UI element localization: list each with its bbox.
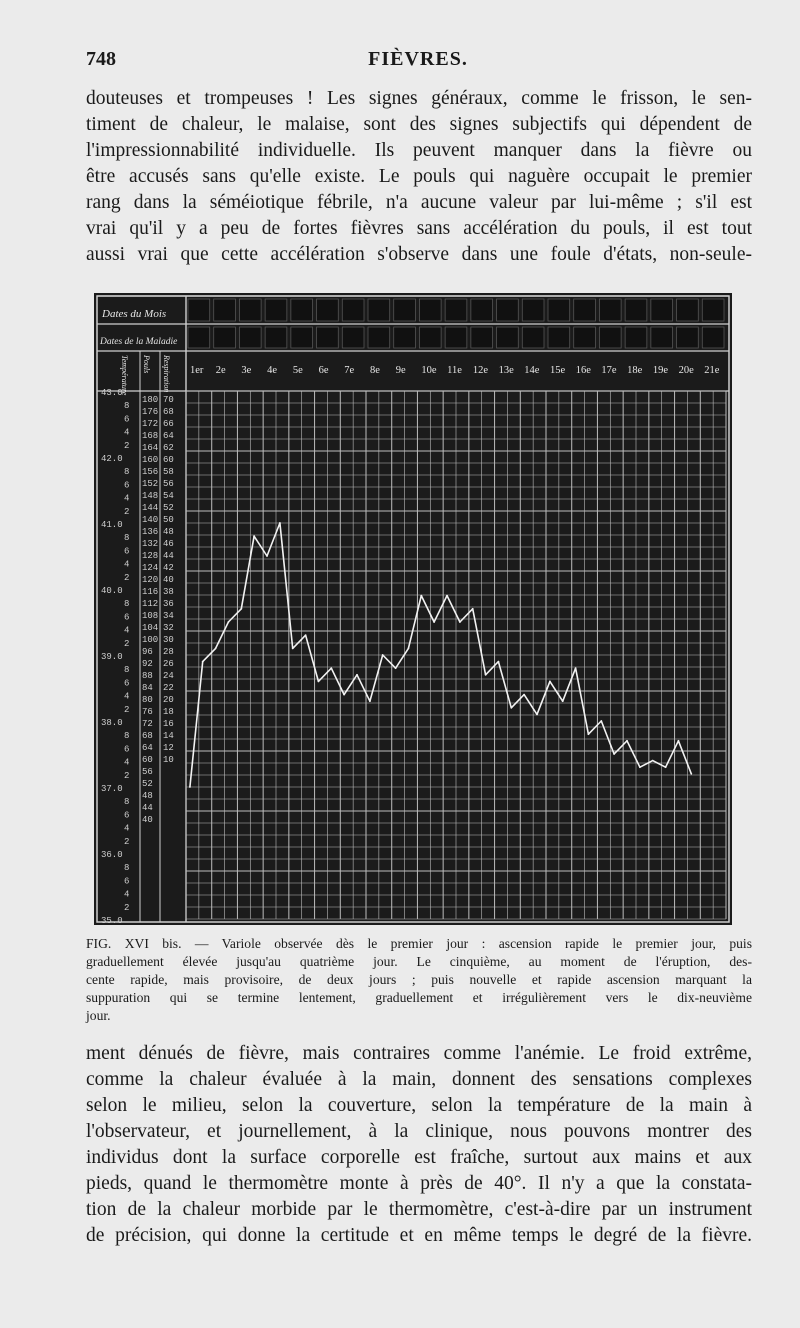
pulse-tick-label: 156 [142,467,159,477]
temperature-tick-label: 8 [124,665,130,676]
text-line: selon le milieu, selon la couverture, selon la température de la main à [86,1095,752,1116]
respiration-tick-label: 66 [163,419,174,429]
respiration-tick-label: 58 [163,467,174,477]
text-line: douteuses et trompeuses ! Les signes généraux, comme le frisson, le sen- [86,88,752,109]
text-line: comme la chaleur évaluée à la main, donnent des sensations complexes [86,1069,752,1090]
pulse-tick-label: 140 [142,515,159,525]
x-tick-label: 15e [550,365,566,376]
respiration-tick-label: 10 [163,755,174,765]
temperature-point [215,648,217,650]
text-line: tion de la chaleur morbide par le thermomètre, c'est-à-dire par un instrument [86,1199,752,1220]
pulse-tick-label: 56 [142,767,153,777]
temperature-point [330,667,332,669]
temperature-tick-label: 8 [124,533,130,544]
temperature-point [189,786,191,788]
pulse-tick-label: 60 [142,755,153,765]
text-line: l'impressionnabilité individuelle. Ils peuvent manquer dans la fièvre ou [86,140,752,161]
temperature-tick-label: 35.0 [101,916,123,925]
respiration-tick-label: 18 [163,707,174,717]
temperature-point [433,621,435,623]
temperature-tick-label: 8 [124,467,130,478]
temperature-point [343,694,345,696]
temperature-tick-label: 6 [124,414,130,425]
pulse-tick-label: 144 [142,503,159,513]
respiration-tick-label: 68 [163,407,174,417]
text-line: être accusés sans qu'elle existe. Le pouls qui naguère occupait le premier [86,166,752,187]
temperature-point [678,740,680,742]
pulse-tick-label: 88 [142,671,153,681]
pulse-tick-label: 108 [142,611,159,621]
temperature-point [600,720,602,722]
temperature-tick-label: 4 [124,493,130,504]
x-tick-label: 13e [498,365,514,376]
pulse-tick-label: 44 [142,803,153,813]
respiration-tick-label: 14 [163,731,174,741]
respiration-tick-label: 62 [163,443,174,453]
respiration-tick-label: 30 [163,635,174,645]
temperature-point [459,621,461,623]
running-title: FIÈVRES. [368,48,468,70]
pulse-tick-label: 96 [142,647,153,657]
x-tick-label: 8e [370,365,380,376]
figure-caption [86,935,752,1025]
pulse-tick-label: 40 [142,815,153,825]
pulse-tick-label: 48 [142,791,153,801]
x-tick-label: 16e [575,365,591,376]
pulse-tick-label: 52 [142,779,153,789]
respiration-tick-label: 64 [163,431,174,441]
pulse-tick-label: 68 [142,731,153,741]
temperature-tick-label: 8 [124,731,130,742]
temperature-tick-label: 6 [124,678,130,689]
x-tick-label: 4e [267,365,278,376]
x-tick-label: 20e [678,365,694,376]
respiration-tick-label: 22 [163,683,174,693]
fever-chart-figure [94,293,732,925]
temperature-tick-label: 6 [124,810,130,821]
respiration-tick-label: 34 [163,611,174,621]
pulse-tick-label: 72 [142,719,153,729]
pulse-tick-label: 124 [142,563,159,573]
pulse-tick-label: 148 [142,491,159,501]
temperature-point [408,648,410,650]
temperature-point [446,595,448,597]
header-days-label: Dates de la Maladie [100,337,178,347]
respiration-tick-label: 70 [163,395,174,405]
temperature-point [356,674,358,676]
pulse-tick-label: 100 [142,635,159,645]
temperature-tick-label: 38.0 [101,718,123,728]
pulse-tick-label: 132 [142,539,159,549]
respiration-tick-label: 40 [163,575,174,585]
pulse-tick-label: 104 [142,623,159,633]
temperature-point [369,700,371,702]
pulse-tick-label: 152 [142,479,159,489]
pulse-tick-label: 84 [142,683,153,693]
x-tick-label: 9e [395,365,406,376]
caption-line: cente rapide, mais provisoire, de deux jours ; puis nouvelle et rapide ascension marquant la [86,972,752,987]
pulse-tick-label: 172 [142,419,159,429]
respiration-tick-label: 56 [163,479,174,489]
respiration-tick-label: 12 [163,743,174,753]
respiration-tick-label: 24 [163,671,174,681]
respiration-tick-label: 60 [163,455,174,465]
temperature-tick-label: 41.0 [101,520,123,530]
temperature-tick-label: 36.0 [101,850,123,860]
pulse-tick-label: 128 [142,551,159,561]
temperature-tick-label: 6 [124,480,130,491]
pulse-tick-label: 76 [142,707,153,717]
x-tick-label: 7e [344,365,355,376]
temperature-tick-label: 4 [124,757,130,768]
pulse-tick-label: 120 [142,575,159,585]
temperature-point [420,595,422,597]
temperature-tick-label: 4 [124,823,130,834]
temperature-point [549,681,551,683]
respiration-tick-label: 50 [163,515,174,525]
temperature-point [562,700,564,702]
temperature-point [613,753,615,755]
temperature-tick-label: 8 [124,599,130,610]
text-line: de précision, qui donne la certitude et en même temps le degré de la fièvre. [86,1225,752,1246]
respiration-tick-label: 26 [163,659,174,669]
caption-line: graduellement élevée jusqu'au quatrième jour. Le cinquième, au moment de l'éruption, des- [86,954,752,969]
temperature-tick-label: 39.0 [101,652,123,662]
temperature-point [639,766,641,768]
text-line: ment dénués de fièvre, mais contraires comme l'anémie. Le froid extrême, [86,1043,752,1064]
caption-line: jour. [86,1008,111,1023]
x-tick-label: 2e [215,365,226,376]
pulse-tick-label: 180 [142,395,159,405]
pulse-tick-label: 136 [142,527,159,537]
temperature-tick-label: 43.0 [101,388,123,398]
respiration-tick-label: 46 [163,539,174,549]
x-tick-label: 6e [318,365,329,376]
temperature-point [305,634,307,636]
temperature-point [253,535,255,537]
text-line: individus dont la surface corporelle est fraîche, surtout aux mains et aux [86,1147,752,1168]
pulse-tick-label: 168 [142,431,159,441]
temperature-point [395,667,397,669]
temperature-point [690,773,692,775]
x-tick-label: 21e [704,365,720,376]
temperature-tick-label: 4 [124,889,130,900]
paragraph-top [86,86,752,268]
temperature-point [588,733,590,735]
temperature-tick-label: 2 [124,506,130,517]
caption-line: FIG. XVI bis. — Variole observée dès le premier jour : ascension rapide le premier jour, puis [86,936,752,951]
temperature-tick-label: 2 [124,704,130,715]
respiration-tick-label: 52 [163,503,174,513]
temperature-tick-label: 42.0 [101,454,123,464]
temperature-point [472,608,474,610]
temperature-point [202,661,204,663]
temperature-tick-label: 2 [124,440,130,451]
x-tick-label: 11e [447,365,462,376]
x-tick-label: 17e [601,365,617,376]
page-header [86,48,750,76]
temperature-point [652,760,654,762]
text-line: timent de chaleur, le malaise, sont des signes subjectifs qui dépendent de [86,114,752,135]
x-tick-label: 19e [652,365,669,376]
x-tick-label: 14e [524,365,540,376]
pulse-tick-label: 80 [142,695,153,705]
pulse-tick-label: 176 [142,407,159,417]
pulse-tick-label: 116 [142,587,159,597]
temperature-point [498,661,500,663]
respiration-tick-label: 38 [163,587,174,597]
temperature-point [382,654,384,656]
respiration-tick-label: 28 [163,647,174,657]
temperature-point [266,555,268,557]
respiration-tick-label: 32 [163,623,174,633]
x-tick-label: 18e [627,365,643,376]
respiration-tick-label: 48 [163,527,174,537]
temperature-tick-label: 2 [124,638,130,649]
header-temperature-label: Température [120,355,129,396]
temperature-point [626,740,628,742]
temperature-point [318,681,320,683]
temperature-tick-label: 8 [124,401,130,412]
x-tick-label: 1er [190,365,204,376]
temperature-tick-label: 8 [124,797,130,808]
temperature-tick-label: 40.0 [101,586,123,596]
temperature-tick-label: 6 [124,744,130,755]
text-line: l'observateur, et journellement, à la clinique, nous pouvons montrer des [86,1121,752,1142]
temperature-point [536,714,538,716]
temperature-point [228,621,230,623]
temperature-point [510,707,512,709]
header-pulse-label: Pouls [142,355,151,374]
temperature-point [665,766,667,768]
pulse-tick-label: 160 [142,455,159,465]
temperature-point [485,674,487,676]
respiration-tick-label: 44 [163,551,174,561]
temperature-tick-label: 6 [124,612,130,623]
caption-line: suppuration qui se termine lentement, graduellement et irrégulièrement vers le dix-neuvième [86,990,752,1005]
temperature-point [240,608,242,610]
temperature-tick-label: 8 [124,863,130,874]
temperature-tick-label: 4 [124,691,130,702]
temperature-tick-label: 6 [124,546,130,557]
respiration-tick-label: 36 [163,599,174,609]
respiration-tick-label: 20 [163,695,174,705]
temperature-tick-label: 2 [124,836,130,847]
temperature-point [575,667,577,669]
respiration-tick-label: 54 [163,491,174,501]
temperature-tick-label: 4 [124,625,130,636]
temperature-chart [94,293,732,925]
text-line: pieds, quand le thermomètre monte à près de 40°. Il n'y a que la constata- [86,1173,752,1194]
pulse-tick-label: 112 [142,599,159,609]
temperature-tick-label: 4 [124,559,130,570]
respiration-tick-label: 42 [163,563,174,573]
pulse-tick-label: 164 [142,443,159,453]
temperature-tick-label: 2 [124,572,130,583]
temperature-tick-label: 37.0 [101,784,123,794]
pulse-tick-label: 64 [142,743,153,753]
x-tick-label: 10e [421,365,437,376]
x-tick-label: 3e [241,365,252,376]
header-dates-label: Dates du Mois [102,308,167,320]
x-tick-label: 5e [292,365,303,376]
text-line: aussi vrai que cette accélération s'observe dans une foule d'états, non-seule- [86,244,752,265]
temperature-point [279,522,281,524]
temperature-tick-label: 2 [124,770,130,781]
respiration-tick-label: 16 [163,719,174,729]
temperature-point [292,648,294,650]
temperature-tick-label: 4 [124,427,130,438]
temperature-tick-label: 2 [124,902,130,913]
header-respiration-label: Respiration [162,355,171,393]
text-line: rang dans la séméiotique fébrile, n'a aucune valeur par lui-même ; s'il est [86,192,752,213]
temperature-tick-label: 6 [124,876,130,887]
text-line: vrai qu'il y a peu de fortes fièvres sans accélération du pouls, il est tout [86,218,752,239]
page-number: 748 [86,48,116,70]
temperature-point [523,694,525,696]
paragraph-bottom [86,1041,752,1249]
pulse-tick-label: 92 [142,659,153,669]
x-tick-label: 12e [472,365,489,376]
